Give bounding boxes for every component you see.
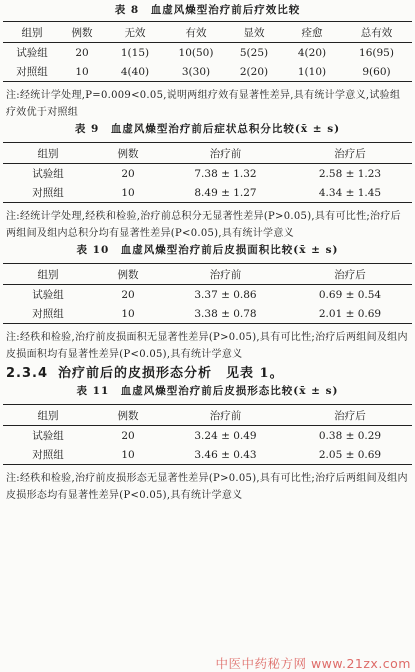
table8-header-row xyxy=(3,22,412,43)
table9-caption: 表 9 血虚风燥型治疗前后症状总积分比较(x̄ ± s) xyxy=(74,123,341,135)
table10-caption: 表 10 血虚风燥型治疗前后皮损面积比较(x̄ ± s) xyxy=(76,244,339,256)
table-cell: 试验组 xyxy=(16,47,48,59)
table11-header-cell: 例数 xyxy=(117,409,139,422)
table-cell: 9(60) xyxy=(362,65,391,78)
table-row xyxy=(3,445,412,465)
table-cell: 4.34 ± 1.45 xyxy=(318,186,382,199)
section-heading xyxy=(0,365,415,383)
table-cell: 试验组 xyxy=(32,430,64,442)
table8-header-cell: 痊愈 xyxy=(301,26,323,39)
table11-note: 注:经秩和检验,治疗前皮损形态无显著性差异(P>0.05),具有可比性;治疗后两组间及组内皮损形态均有显著性差异(P<0.05),具有统计学意义 xyxy=(6,473,408,501)
table-cell: 0.69 ± 0.54 xyxy=(318,288,382,301)
watermark: 中医中药秘方网 www.21zx.com xyxy=(215,656,411,671)
table8-header-cell: 显效 xyxy=(243,26,265,39)
table10-header-cell: 组别 xyxy=(37,268,59,281)
table-cell: 0.38 ± 0.29 xyxy=(318,429,382,442)
table-cell: 20 xyxy=(121,429,135,442)
table-row xyxy=(3,183,412,203)
table-row xyxy=(3,43,412,63)
table-cell: 1(10) xyxy=(297,65,327,78)
table10-header-cell: 治疗前 xyxy=(209,268,242,281)
table-row xyxy=(3,285,412,305)
table-cell: 3.24 ± 0.49 xyxy=(194,429,257,442)
table-row xyxy=(3,304,412,324)
table9 xyxy=(3,142,412,203)
table-row xyxy=(3,62,412,82)
table-cell: 10 xyxy=(121,307,135,320)
table11-header-cell: 组别 xyxy=(37,409,59,422)
table11-caption: 表 11 血虚风燥型治疗前后皮损形态比较(x̄ ± s) xyxy=(76,385,339,397)
table-cell: 10 xyxy=(75,65,89,78)
table10-note: 注:经秩和检验,治疗前皮损面积无显著性差异(P>0.05),具有可比性;治疗后两组间及组内皮损面积均有显著性差异(P<0.05),具有统计学意义 xyxy=(6,332,408,360)
table-cell: 20 xyxy=(75,46,89,59)
table8-header-cell: 有效 xyxy=(185,26,207,39)
table-cell: 对照组 xyxy=(32,449,64,461)
table-cell: 试验组 xyxy=(32,168,64,180)
table11 xyxy=(3,404,412,465)
table-cell: 试验组 xyxy=(32,289,64,301)
table-cell: 4(20) xyxy=(297,46,327,59)
table11-header-cell: 治疗后 xyxy=(334,409,366,422)
section-number: 2.3.4 xyxy=(6,366,49,381)
table-cell: 4(40) xyxy=(120,65,150,78)
table10-header-cell: 例数 xyxy=(117,268,139,281)
table-row xyxy=(3,426,412,446)
table-cell: 10(50) xyxy=(178,46,214,59)
table8-header-cell: 组别 xyxy=(21,26,43,39)
table8-header-cell: 总有效 xyxy=(360,26,393,39)
table-cell: 7.38 ± 1.32 xyxy=(194,167,257,180)
table-cell: 20 xyxy=(121,288,135,301)
table9-header-cell: 例数 xyxy=(117,147,139,160)
table9-header-cell: 组别 xyxy=(37,147,59,160)
table8-note: 注:经统计学处理,P=0.009<0.05,说明两组疗效有显著性差异,具有统计学意义,试验组疗效优于对照组 xyxy=(6,90,401,118)
table-cell: 2(20) xyxy=(239,65,269,78)
table-cell: 16(95) xyxy=(359,46,394,59)
table-cell: 1(15) xyxy=(120,46,150,59)
table-cell: 对照组 xyxy=(32,308,64,320)
table-cell: 10 xyxy=(121,448,135,461)
table-cell: 3(30) xyxy=(181,65,211,78)
table8-caption: 表 8 血虚风燥型治疗前后疗效比较 xyxy=(114,4,301,16)
table10 xyxy=(3,263,412,324)
table-cell: 10 xyxy=(121,186,135,199)
table-cell: 20 xyxy=(121,167,135,180)
table-cell: 3.38 ± 0.78 xyxy=(194,307,257,320)
table9-header-cell: 治疗后 xyxy=(334,147,366,160)
table-cell: 2.05 ± 0.69 xyxy=(318,448,382,461)
table-cell: 3.37 ± 0.86 xyxy=(194,288,257,301)
table-cell: 2.01 ± 0.69 xyxy=(318,307,382,320)
table-cell: 2.58 ± 1.23 xyxy=(318,167,382,180)
table10-header-cell: 治疗后 xyxy=(334,268,366,281)
table9-header-cell: 治疗前 xyxy=(209,147,242,160)
table8-header-cell: 例数 xyxy=(71,26,93,39)
table-cell: 5(25) xyxy=(239,46,269,59)
table9-header-row xyxy=(3,143,412,164)
section-text: 治疗前后的皮损形态分析 见表 1。 xyxy=(58,366,284,381)
table-row xyxy=(3,164,412,184)
table8 xyxy=(3,21,412,82)
table9-note: 注:经统计学处理,经秩和检验,治疗前总积分无显著性差异(P>0.05),具有可比性;治疗后两组间及组内总积分均有显著性差异(P<0.05),具有统计学意义 xyxy=(6,211,401,239)
table-cell: 对照组 xyxy=(16,66,48,78)
table11-header-row xyxy=(3,405,412,426)
table-cell: 8.49 ± 1.27 xyxy=(194,186,257,199)
table11-header-cell: 治疗前 xyxy=(209,409,242,422)
table-cell: 3.46 ± 0.43 xyxy=(194,448,257,461)
table8-header-cell: 无效 xyxy=(124,26,146,39)
table-cell: 对照组 xyxy=(32,187,64,199)
table10-header-row xyxy=(3,264,412,285)
